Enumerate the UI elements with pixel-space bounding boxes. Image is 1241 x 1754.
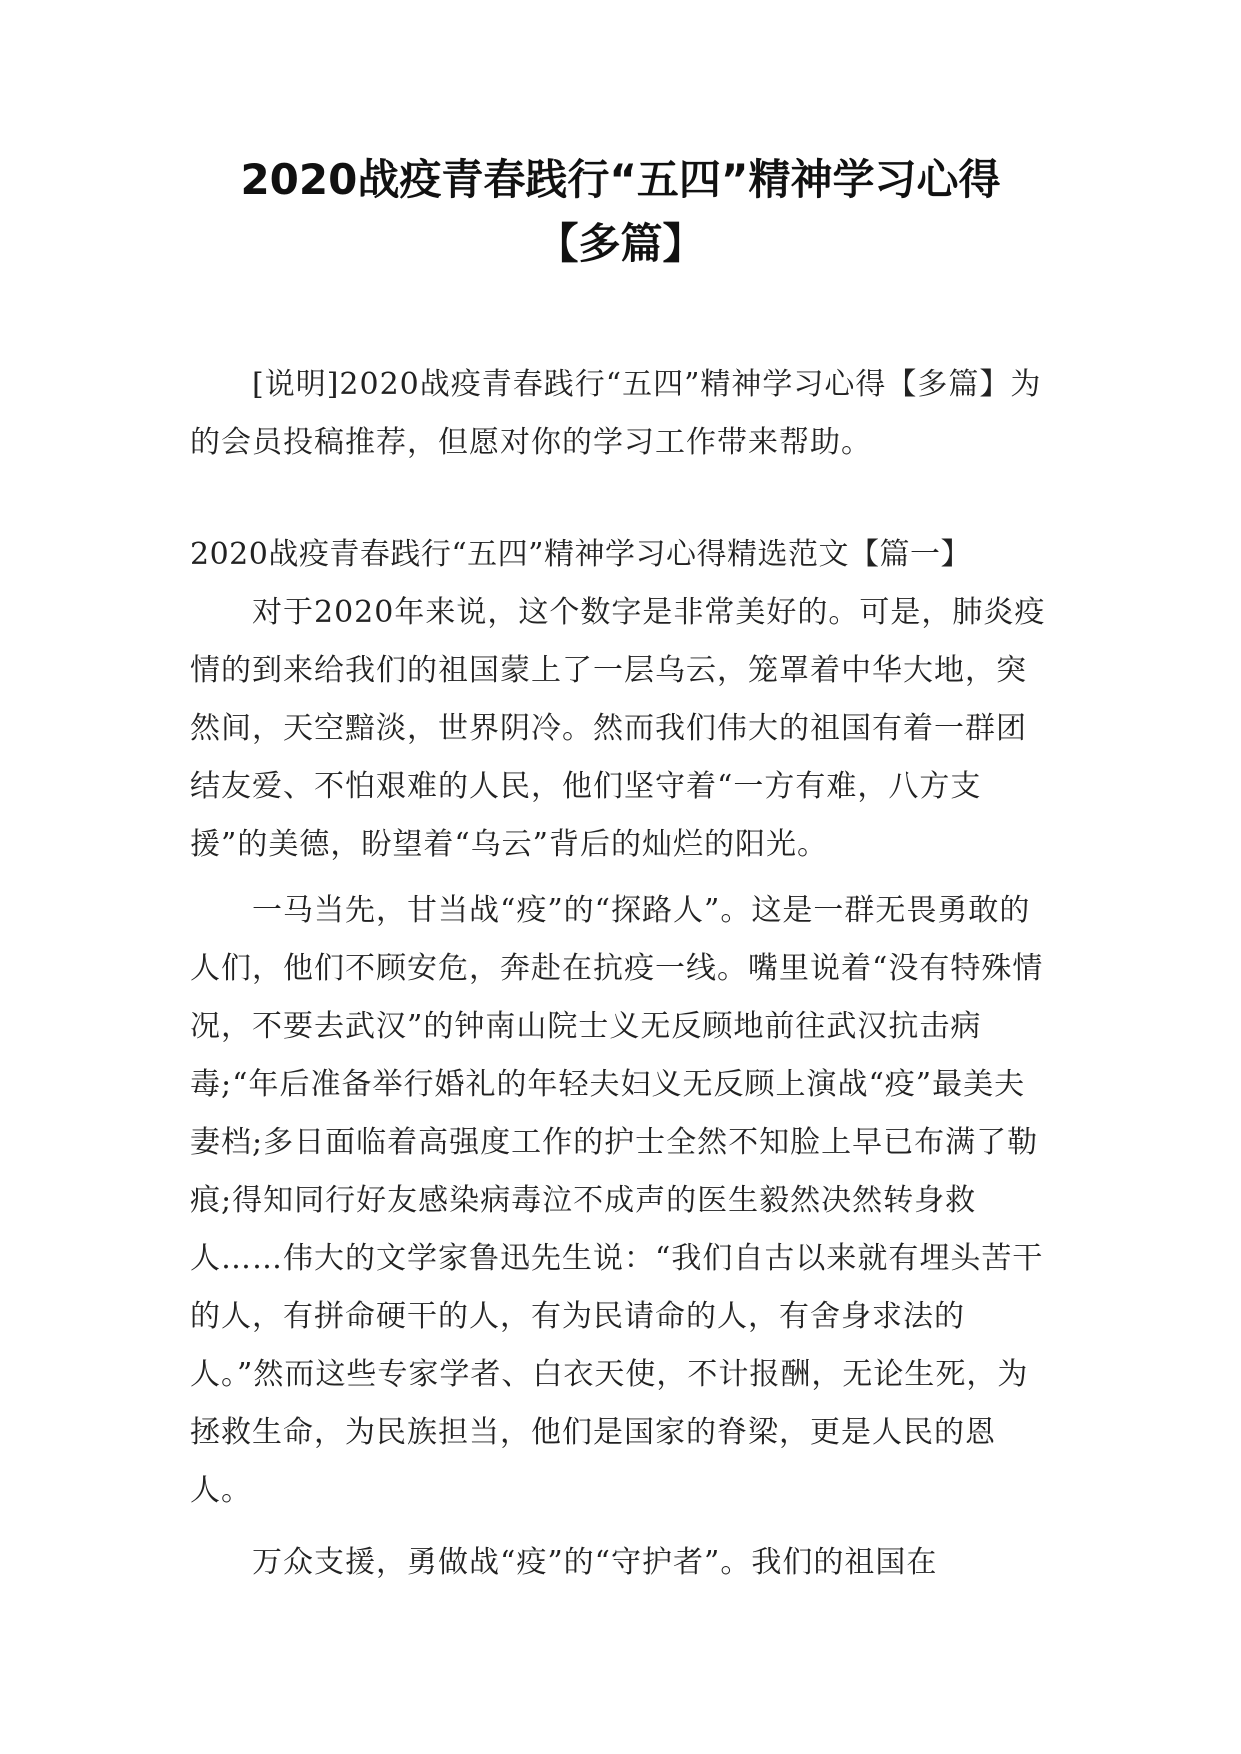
section-heading: 2020战疫青春践行“五四”精神学习心得精选范文【篇一】 (190, 537, 972, 572)
body-paragraph-2: 一马当先，甘当战“疫”的“探路人”。这是一群无畏勇敢的人们，他们不顾安危，奔赴在抗疫一线。嘴里说着“没有特殊情况，不要去武汉”的钟南山院士义无反顾地前往武汉抗击病毒;“年后准备举行婚礼的年轻夫妇义无反顾上演战“疫”最美夫妻档;多日面临着高强度工作的护士全然不知脸上早已布满了勒痕;得知同行好友感染病毒泣不成声的医生毅然决然转身救人……伟大的文学家鲁迅先生说：“我们自古以来就有埋头苦干的人，有拼命硬干的人，有为民请命的人，有舍身求法的人。”然而这些专家学者、白衣天使，不计报酬，无论生死，为拯救生命，为民族担当，他们是国家的脊梁，更是人民的恩人。 (190, 893, 1044, 1508)
note-block (190, 356, 1050, 472)
body-paragraph-3: 万众支援，勇做战“疫”的“守护者”。我们的祖国在 (252, 1545, 938, 1580)
document-title-line2: 【多篇】 (536, 219, 705, 268)
article-body (190, 584, 1050, 1592)
document-title-line1: 2020战疫青春践行“五四”精神学习心得 (240, 155, 1001, 204)
body-paragraph-1: 对于2020年来说，这个数字是非常美好的。可是，肺炎疫情的到来给我们的祖国蒙上了一层乌云，笼罩着中华大地，突然间，天空黯淡，世界阴冷。然而我们伟大的祖国有着一群团结友爱、不怕艰难的人民，他们坚守着“一方有难，八方支援”的美德，盼望着“乌云”背后的灿烂的阳光。 (190, 595, 1046, 862)
note-paragraph: [说明]2020战疫青春践行“五四”精神学习心得【多篇】为的会员投稿推荐，但愿对你的学习工作带来帮助。 (190, 367, 1042, 460)
